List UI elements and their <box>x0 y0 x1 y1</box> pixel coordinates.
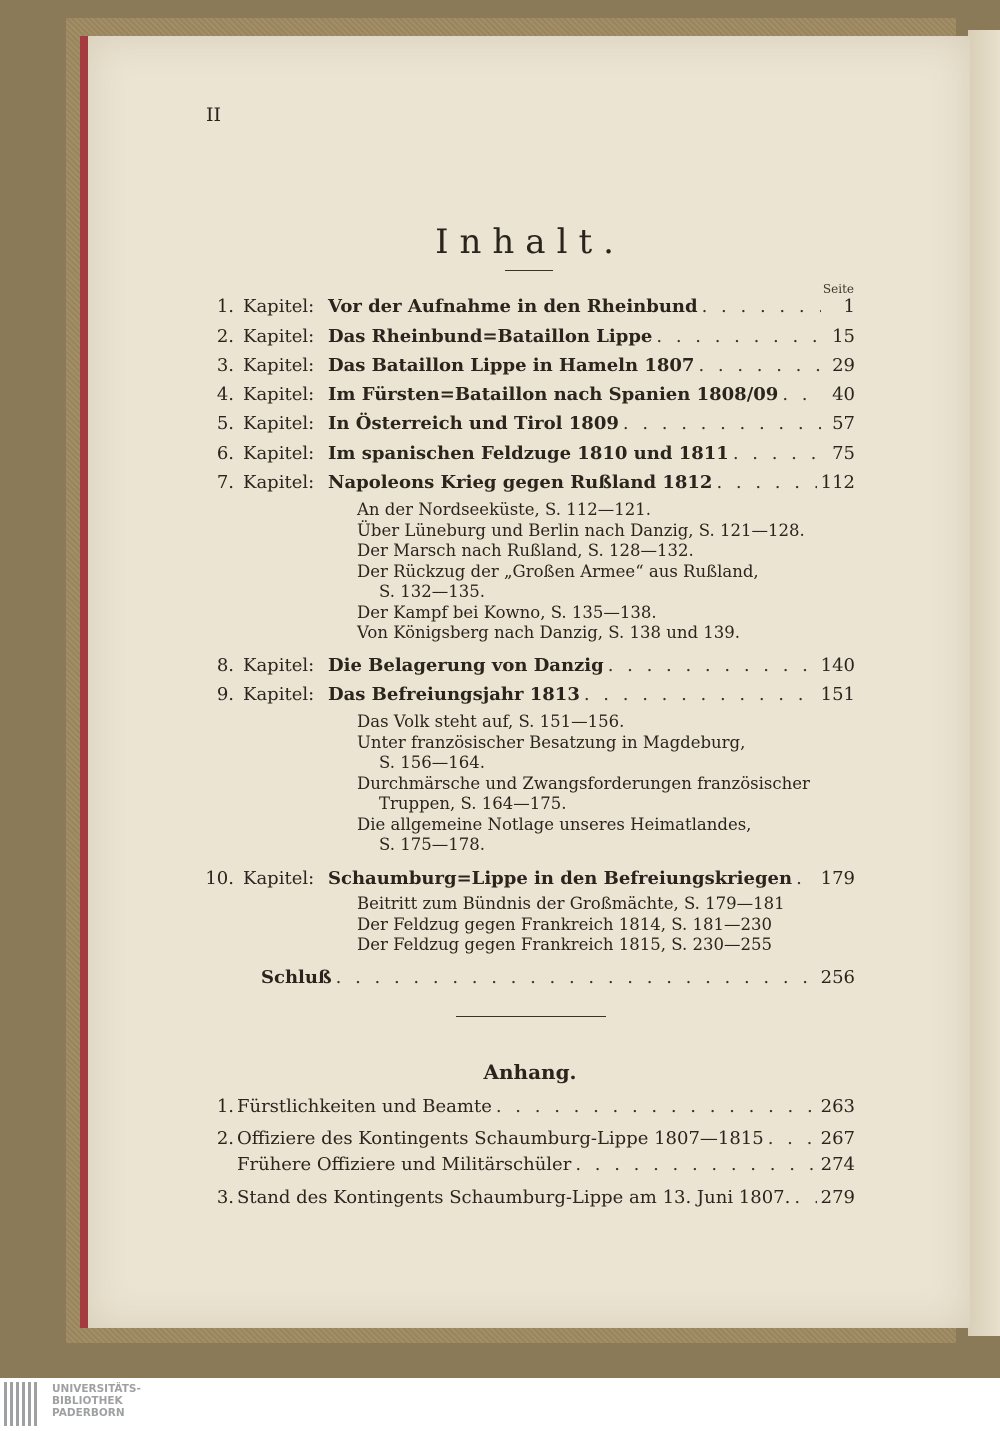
chapter-title: Vor der Aufnahme in den Rheinbund <box>328 296 698 317</box>
leader-dots <box>796 868 817 889</box>
toc-row-chapter-4 <box>205 384 855 410</box>
leader-dots <box>782 384 821 405</box>
chapter-number: 3. <box>216 355 234 376</box>
leader-dots <box>656 326 821 347</box>
chapter-page: 112 <box>820 472 855 493</box>
section-line: S. 156—164. <box>379 753 485 772</box>
section-line: Der Feldzug gegen Frankreich 1815, S. 230—255 <box>357 935 772 954</box>
chapter-page: 140 <box>820 655 855 676</box>
chapter-label: Kapitel: <box>243 472 315 493</box>
anhang-page: 274 <box>820 1154 855 1175</box>
leader-dots <box>584 684 817 705</box>
chapter-9-sections <box>357 712 817 856</box>
chapter-label: Kapitel: <box>243 326 315 347</box>
chapter-number: 7. <box>216 472 234 493</box>
anhang-title: Stand des Kontingents Schaumburg-Lippe am 13. Juni 1807. <box>237 1187 791 1208</box>
section-rule <box>456 1016 606 1017</box>
chapter-label: Kapitel: <box>243 655 315 676</box>
anhang-title: Fürstlichkeiten und Beamte <box>237 1096 492 1117</box>
chapter-title: In Österreich und Tirol 1809 <box>328 413 619 434</box>
logo-line: BIBLIOTHEK <box>52 1395 123 1407</box>
chapter-7-sections <box>357 500 817 644</box>
toc-row-chapter-6 <box>205 443 855 469</box>
chapter-label: Kapitel: <box>243 355 315 376</box>
toc-row-anhang-1 <box>205 1096 855 1122</box>
chapter-number: 5. <box>216 413 234 434</box>
section-line: Der Kampf bei Kowno, S. 135—138. <box>357 602 657 622</box>
chapter-label: Kapitel: <box>243 868 315 889</box>
chapter-title: Das Rheinbund=Bataillon Lippe <box>328 326 653 347</box>
toc-row-anhang-2b <box>205 1154 855 1180</box>
chapter-number: 10. <box>205 868 234 889</box>
anhang-page: 263 <box>820 1096 855 1117</box>
leader-dots <box>336 967 817 988</box>
leader-dots <box>716 472 816 493</box>
leader-dots <box>733 443 821 464</box>
leader-dots <box>623 413 821 434</box>
anhang-title: Offiziere des Kontingents Schaumburg-Lippe 1807—1815 <box>237 1128 764 1149</box>
toc-row-chapter-8 <box>205 655 855 681</box>
section-line: Beitritt zum Bündnis der Großmächte, S. 179—181 <box>357 894 785 913</box>
anhang-number: 2. <box>216 1128 234 1149</box>
chapter-label: Kapitel: <box>243 684 315 705</box>
leader-dots <box>608 655 817 676</box>
chapter-label: Kapitel: <box>243 443 315 464</box>
toc-row-chapter-5 <box>205 413 855 439</box>
page-title: Inhalt. <box>435 222 625 262</box>
toc-row-chapter-2 <box>205 326 855 352</box>
anhang-heading: Anhang. <box>483 1060 577 1084</box>
toc-row-chapter-9 <box>205 684 855 710</box>
chapter-label: Kapitel: <box>243 296 315 317</box>
chapter-10-sections <box>357 894 817 956</box>
anhang-title: Frühere Offiziere und Militärschüler <box>237 1154 572 1175</box>
section-line: S. 132—135. <box>379 582 485 601</box>
chapter-page: 75 <box>832 443 855 464</box>
section-line: Durchmärsche und Zwangsforderungen französischer <box>357 773 810 793</box>
section-line: S. 175—178. <box>379 835 485 854</box>
title-rule <box>505 270 553 271</box>
section-line: Von Königsberg nach Danzig, S. 138 und 139. <box>357 623 741 642</box>
section-line: Das Volk steht auf, S. 151—156. <box>357 712 625 731</box>
toc-row-schluss <box>138 967 855 993</box>
seite-label: Seite <box>822 282 854 296</box>
toc-row-chapter-10 <box>205 868 855 894</box>
chapter-number: 4. <box>216 384 234 405</box>
toc-row-chapter-7 <box>205 472 855 498</box>
section-line: Der Rückzug der „Großen Armee“ aus Rußland, <box>357 561 759 581</box>
library-footer <box>0 1378 1000 1431</box>
library-logo-text <box>52 1383 141 1419</box>
chapter-number: 8. <box>216 655 234 676</box>
chapter-number: 9. <box>216 684 234 705</box>
section-line: An der Nordseeküste, S. 112—121. <box>357 500 651 519</box>
chapter-title: Die Belagerung von Danzig <box>328 655 604 676</box>
chapter-page: 40 <box>832 384 855 405</box>
leader-dots <box>698 355 821 376</box>
section-line: Der Marsch nach Rußland, S. 128—132. <box>357 541 694 560</box>
chapter-title: Im spanischen Feldzuge 1810 und 1811 <box>328 443 729 464</box>
anhang-page: 267 <box>820 1128 855 1149</box>
section-line: Der Feldzug gegen Frankreich 1814, S. 181—230 <box>357 914 772 934</box>
chapter-number: 1. <box>216 296 234 317</box>
logo-line: PADERBORN <box>52 1407 125 1419</box>
logo-line: UNIVERSITÄTS- <box>52 1383 141 1395</box>
chapter-page: 1 <box>843 296 855 317</box>
chapter-title: Das Befreiungsjahr 1813 <box>328 684 580 705</box>
toc-row-chapter-1 <box>205 296 855 322</box>
toc-row-anhang-3 <box>205 1187 855 1213</box>
leader-dots <box>768 1128 817 1149</box>
leader-dots <box>702 296 821 317</box>
library-logo-icon <box>4 1382 44 1426</box>
chapter-title: Im Fürsten=Bataillon nach Spanien 1808/09 <box>328 384 779 405</box>
section-line: Truppen, S. 164—175. <box>379 794 567 813</box>
chapter-label: Kapitel: <box>243 413 315 434</box>
chapter-page: 179 <box>820 868 855 889</box>
chapter-page: 57 <box>832 413 855 434</box>
section-line: Die allgemeine Notlage unseres Heimatlandes, <box>357 814 752 834</box>
chapter-title: Schaumburg=Lippe in den Befreiungskriegen <box>328 868 793 889</box>
schluss-page: 256 <box>820 967 855 988</box>
page-number: II <box>206 104 222 126</box>
chapter-title: Napoleons Krieg gegen Rußland 1812 <box>328 472 713 493</box>
anhang-number: 3. <box>216 1187 234 1208</box>
chapter-label: Kapitel: <box>243 384 315 405</box>
anhang-page: 279 <box>820 1187 855 1208</box>
toc-row-anhang-2 <box>205 1128 855 1154</box>
section-line: Unter französischer Besatzung in Magdeburg, <box>357 732 746 752</box>
chapter-number: 6. <box>216 443 234 464</box>
leader-dots <box>794 1187 816 1208</box>
toc-row-chapter-3 <box>205 355 855 381</box>
chapter-page: 15 <box>832 326 855 347</box>
chapter-page: 29 <box>832 355 855 376</box>
anhang-number: 1. <box>216 1096 234 1117</box>
chapter-number: 2. <box>216 326 234 347</box>
leader-dots <box>496 1096 817 1117</box>
section-line: Über Lüneburg und Berlin nach Danzig, S. 121—128. <box>357 520 805 540</box>
leader-dots <box>575 1154 816 1175</box>
chapter-page: 151 <box>820 684 855 705</box>
schluss-title: Schluß <box>261 967 332 988</box>
chapter-title: Das Bataillon Lippe in Hameln 1807 <box>328 355 695 376</box>
